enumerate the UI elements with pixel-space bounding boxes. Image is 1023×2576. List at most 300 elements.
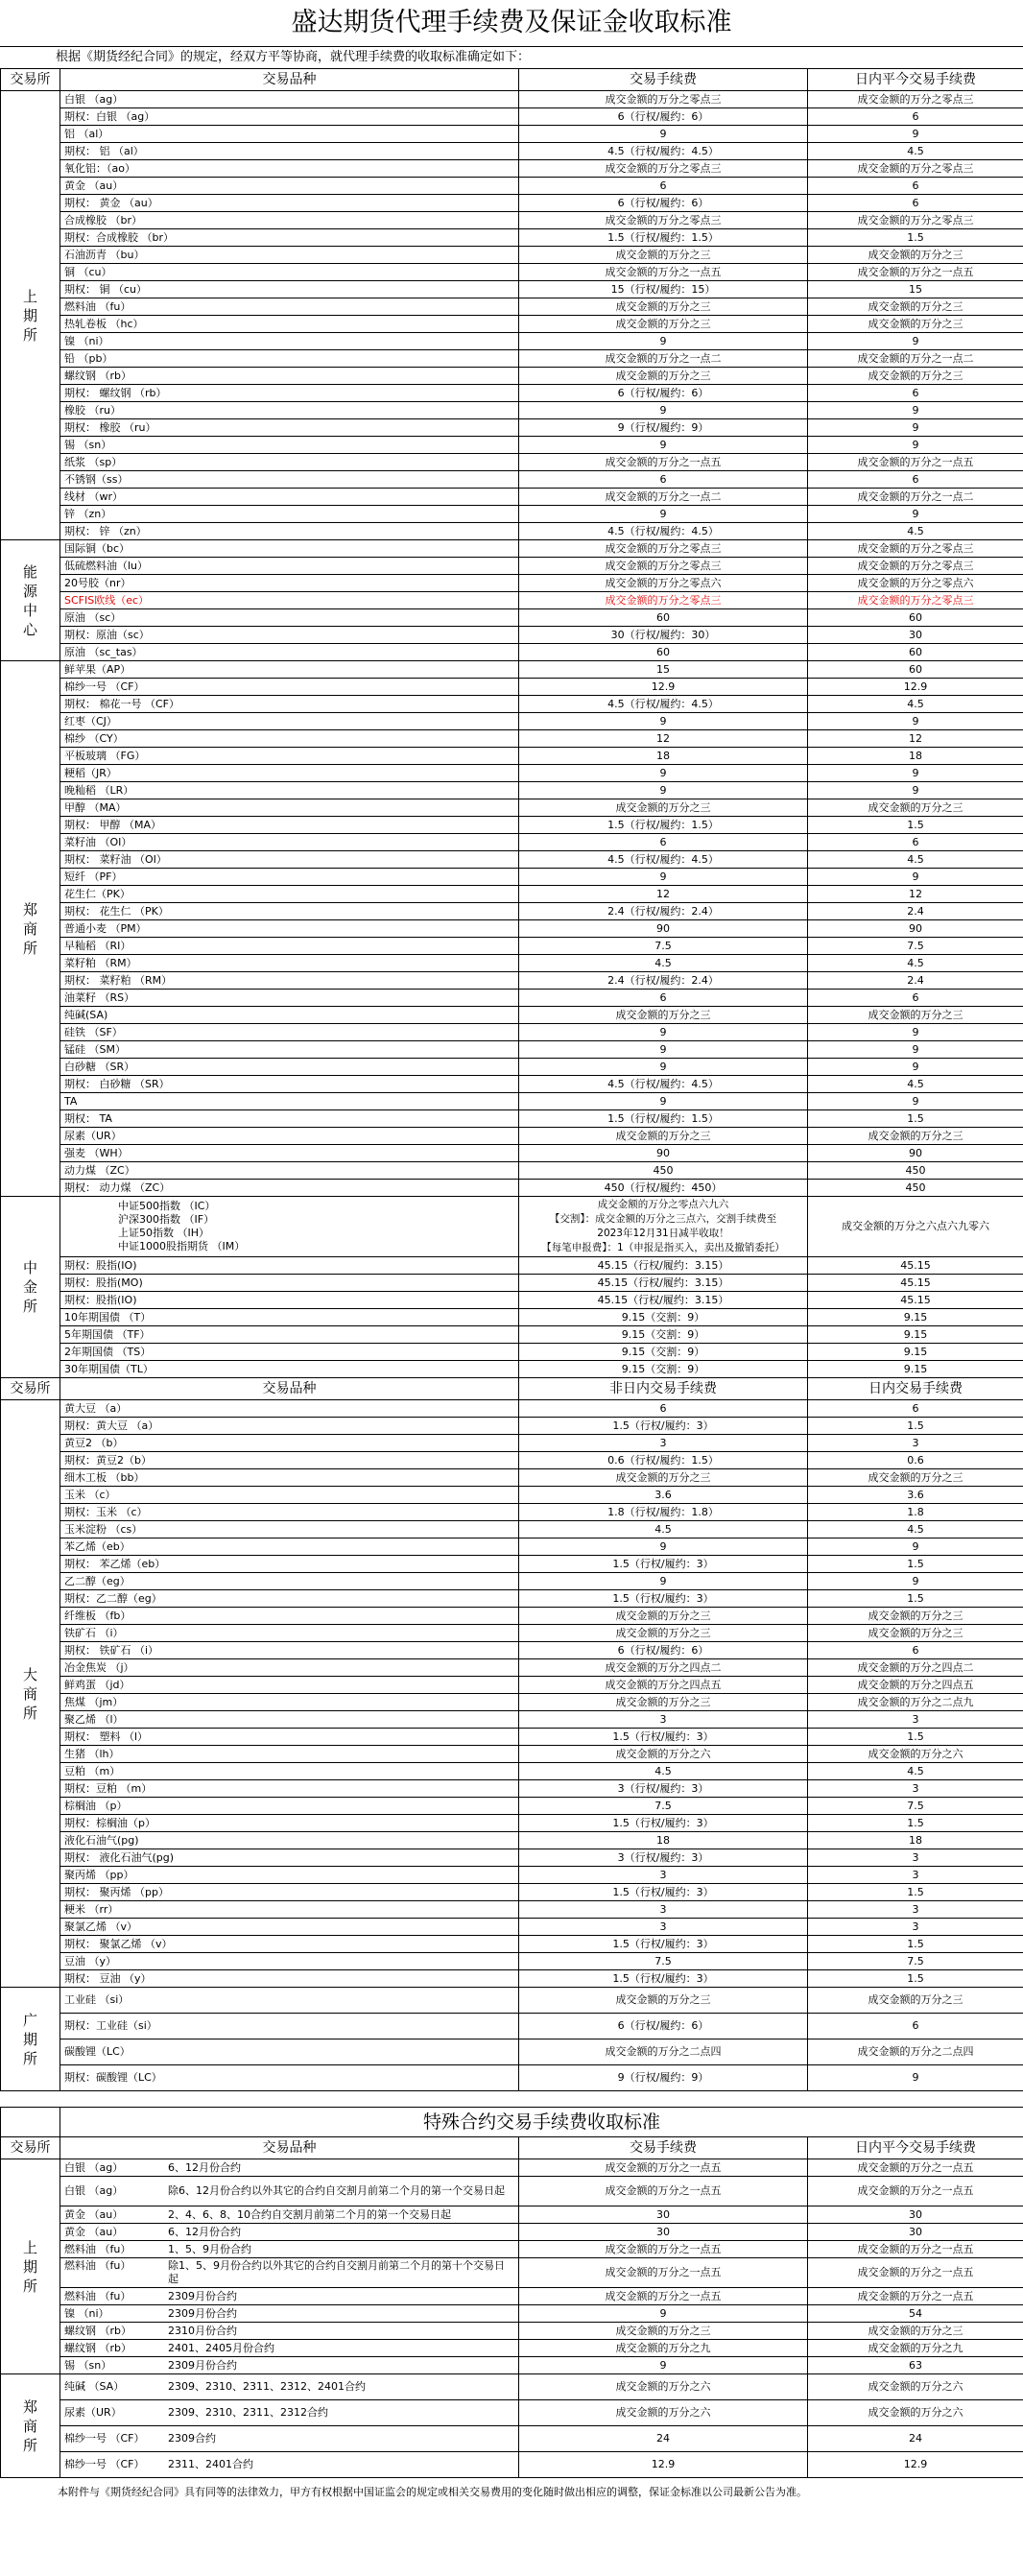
intraday-cell: 0.6: [808, 1452, 1023, 1469]
header-variety: 交易品种: [60, 1378, 519, 1400]
table-row: [1, 143, 1023, 160]
fee-cell: 1.5（行权/履约：3）: [519, 1729, 808, 1746]
table-row: [1, 2426, 1023, 2452]
variety-cell: 不锈钢（ss）: [60, 471, 519, 489]
fee-cell: 4.5: [519, 1763, 808, 1780]
fee-cell: 6（行权/履约：6）: [519, 195, 808, 212]
variety-cell: 花生仁（PK）: [60, 886, 519, 903]
fee-table-main: [0, 68, 1023, 2091]
fee-cell: 45.15（行权/履约：3.15）: [519, 1275, 808, 1292]
fee-cell: 9（行权/履约：9）: [519, 419, 808, 437]
variety-cell: 期权： 铝 （al）: [60, 143, 519, 160]
table-row: [1, 955, 1023, 972]
fee-cell: 成交金额的万分之一点五: [519, 2177, 808, 2206]
fee-cell: 90: [519, 920, 808, 938]
variety-name: 黄金 （au）: [64, 2225, 124, 2238]
fee-cell: 成交金额的万分之四点五: [519, 1677, 808, 1694]
variety-cell: 低硫燃料油（lu）: [60, 558, 519, 575]
intraday-cell: 9: [808, 419, 1023, 437]
intraday-cell-index: 成交金额的万分之六点六九零六: [808, 1197, 1023, 1257]
variety-cell: 纯碱(SA): [60, 1007, 519, 1024]
fee-cell: 9: [519, 1538, 808, 1556]
intraday-cell: 18: [808, 1832, 1023, 1849]
table-row: [1, 160, 1023, 178]
intraday-cell: 6: [808, 178, 1023, 195]
variety-cell: 期权： 橡胶 （ru）: [60, 419, 519, 437]
variety-cell: 国际铜（bc）: [60, 540, 519, 558]
spacer-cell: [1, 2091, 1023, 2108]
variety-cell: 石油沥青 （bu）: [60, 247, 519, 264]
header-variety: 交易品种: [60, 69, 519, 91]
variety-cell: 期权： 聚氯乙烯 （v）: [60, 1936, 519, 1953]
fee-cell: 9: [519, 2305, 808, 2323]
variety-cell: 期权： 花生仁 （PK）: [60, 903, 519, 920]
variety-cell: 期权：股指(IO): [60, 1292, 519, 1309]
variety-cell: 期权： 黄金 （au）: [60, 195, 519, 212]
exchange-special-shfe: 上 期 所: [1, 2159, 60, 2374]
header-row: [1, 2137, 1023, 2159]
intraday-cell: 18: [808, 748, 1023, 765]
header-row: [1, 1378, 1023, 1400]
fee-cell: 成交金额的万分之三: [519, 1128, 808, 1145]
variety-cell: 燃料油 （fu）: [60, 298, 519, 316]
fee-cell: 60: [519, 609, 808, 627]
fee-cell: 4.5（行权/履约：4.5）: [519, 1076, 808, 1093]
variety-cell: [60, 2357, 519, 2374]
intraday-cell: 1.5: [808, 1970, 1023, 1988]
variety-cell: 黄大豆 （a）: [60, 1400, 519, 1418]
contract-scope: 除1、5、9月份合约以外其它的合约自交割月前第二个月的第十个交易日起: [168, 2259, 505, 2285]
intraday-cell: 9: [808, 1059, 1023, 1076]
index-name: 中证1000股指期货 （IM）: [118, 1240, 246, 1252]
fee-cell: 4.5: [519, 1521, 808, 1538]
fee-cell: 9: [519, 782, 808, 799]
fee-cell: 9.15（交割：9）: [519, 1309, 808, 1326]
variety-cell: 纤维板 （fb）: [60, 1608, 519, 1625]
variety-cell: 甲醇 （MA）: [60, 799, 519, 817]
fee-cell: 成交金额的万分之三: [519, 247, 808, 264]
intraday-cell: 12.9: [808, 679, 1023, 696]
table-row: [1, 1729, 1023, 1746]
table-row: [1, 817, 1023, 834]
fee-cell: 60: [519, 644, 808, 661]
fee-cell: 18: [519, 748, 808, 765]
intraday-cell: 成交金额的万分之三: [808, 2323, 1023, 2340]
table-row: [1, 2039, 1023, 2065]
intraday-cell: 3: [808, 1711, 1023, 1729]
intraday-cell: 9.15: [808, 1309, 1023, 1326]
variety-cell: [60, 2159, 519, 2177]
intraday-cell: 60: [808, 609, 1023, 627]
fee-cell: 成交金额的万分之三: [519, 368, 808, 385]
table-row: [1, 661, 1023, 679]
special-title-left: [1, 2108, 60, 2137]
variety-cell: 细木工板 （bb）: [60, 1469, 519, 1487]
variety-cell: 期权： 菜籽粕 （RM）: [60, 972, 519, 990]
table-row: [1, 558, 1023, 575]
table-row: [1, 195, 1023, 212]
intraday-cell: 4.5: [808, 1763, 1023, 1780]
intraday-cell: 6: [808, 195, 1023, 212]
intraday-cell: 成交金额的万分之三: [808, 799, 1023, 817]
table-row: [1, 1110, 1023, 1128]
variety-cell: 期权： 螺纹钢 （rb）: [60, 385, 519, 402]
table-row: [1, 679, 1023, 696]
contract-scope: 1、5、9月份合约: [168, 2242, 251, 2255]
fee-cell: 9: [519, 2357, 808, 2374]
variety-cell: 豆粕 （m）: [60, 1763, 519, 1780]
intraday-cell: 90: [808, 920, 1023, 938]
intraday-cell: 成交金额的万分之零点六: [808, 575, 1023, 592]
table-row: [1, 1573, 1023, 1590]
variety-cell: [60, 2224, 519, 2241]
table-row: [1, 1041, 1023, 1059]
intraday-cell: 9.15: [808, 1361, 1023, 1378]
variety-cell: 线材 （wr）: [60, 489, 519, 506]
fee-cell: 成交金额的万分之零点三: [519, 160, 808, 178]
table-row: [1, 212, 1023, 229]
intraday-cell: 成交金额的万分之零点三: [808, 91, 1023, 108]
table-row: [1, 1936, 1023, 1953]
variety-cell: 期权：豆粕 （m）: [60, 1780, 519, 1798]
intraday-cell: 成交金额的万分之三: [808, 247, 1023, 264]
intraday-cell: 9: [808, 765, 1023, 782]
variety-name: 燃料油 （fu）: [64, 2259, 131, 2272]
table-row: [1, 1093, 1023, 1110]
table-row: [1, 489, 1023, 506]
fee-cell: 450（行权/履约：450）: [519, 1180, 808, 1197]
variety-cell: 期权： 甲醇 （MA）: [60, 817, 519, 834]
intraday-cell: 6: [808, 2014, 1023, 2039]
table-row: [1, 1418, 1023, 1435]
intraday-cell: 成交金额的万分之二点四: [808, 2039, 1023, 2065]
table-row: [1, 627, 1023, 644]
fee-cell: 450: [519, 1162, 808, 1180]
table-row: [1, 609, 1023, 627]
fee-cell: 1.5（行权/履约：3）: [519, 1815, 808, 1832]
contract-scope: 2310月份合约: [168, 2324, 237, 2337]
variety-cell: 短纤 （PF）: [60, 869, 519, 886]
table-row: [1, 1677, 1023, 1694]
table-row: [1, 2305, 1023, 2323]
fee-cell: 成交金额的万分之三: [519, 1625, 808, 1642]
fee-cell: 30: [519, 2224, 808, 2241]
fee-cell: 9: [519, 333, 808, 350]
intraday-cell: 成交金额的万分之六: [808, 1746, 1023, 1763]
variety-cell: 黄金 （au）: [60, 178, 519, 195]
fee-cell: 9: [519, 765, 808, 782]
fee-cell: 1.5（行权/履约：3）: [519, 1556, 808, 1573]
intraday-cell: 成交金额的万分之零点三: [808, 540, 1023, 558]
fee-cell: 90: [519, 1145, 808, 1162]
table-row: [1, 385, 1023, 402]
intraday-cell: 成交金额的万分之零点三: [808, 212, 1023, 229]
intraday-cell: 60: [808, 661, 1023, 679]
intraday-cell: 成交金额的万分之六: [808, 2374, 1023, 2400]
variety-cell: 期权： 铜 （cu）: [60, 281, 519, 298]
intro-text: 根据《期货经纪合同》的规定，经双方平等协商，就代理手续费的收取标准确定如下：: [56, 50, 531, 64]
fee-cell: 1.5（行权/履约：3）: [519, 1418, 808, 1435]
contract-scope: 2309、2310、2311、2312合约: [168, 2406, 328, 2419]
variety-name: 螺纹钢 （rb）: [64, 2324, 132, 2337]
variety-name: 白银 （ag）: [64, 2184, 124, 2197]
intraday-cell: 90: [808, 1145, 1023, 1162]
table-row: [1, 2323, 1023, 2340]
variety-cell: 镍 （ni）: [60, 333, 519, 350]
fee-cell: 2.4（行权/履约：2.4）: [519, 972, 808, 990]
variety-cell: 期权： 白砂糖 （SR）: [60, 1076, 519, 1093]
variety-cell: 期权：合成橡胶 （br）: [60, 229, 519, 247]
fee-cell: 成交金额的万分之三: [519, 799, 808, 817]
fee-cell: 12: [519, 886, 808, 903]
table-row: [1, 1988, 1023, 2014]
index-fee-line: 【每笔申报费】：1（申报是指买入，卖出及撤销委托）: [541, 1242, 785, 1253]
table-row: [1, 1452, 1023, 1469]
table-row: [1, 1608, 1023, 1625]
variety-cell: 锌 （zn）: [60, 506, 519, 523]
variety-cell: 锰硅 （SM）: [60, 1041, 519, 1059]
table-row: [1, 1970, 1023, 1988]
table-row: [1, 2224, 1023, 2241]
intraday-cell: 7.5: [808, 938, 1023, 955]
intraday-cell: 成交金额的万分之一点二: [808, 489, 1023, 506]
intraday-cell: 24: [808, 2426, 1023, 2452]
table-row: [1, 2206, 1023, 2224]
spacer-row: [1, 2091, 1023, 2108]
intraday-cell: 9: [808, 1024, 1023, 1041]
intraday-cell: 成交金额的万分之零点三: [808, 558, 1023, 575]
contract-scope: 6、12月份合约: [168, 2225, 241, 2238]
intraday-cell: 成交金额的万分之六: [808, 2400, 1023, 2426]
intraday-cell: 7.5: [808, 1953, 1023, 1970]
header-intraday: 日内平今交易手续费: [808, 2137, 1023, 2159]
table-row: [1, 2374, 1023, 2400]
table-row: [1, 1642, 1023, 1659]
variety-cell: [60, 2305, 519, 2323]
intraday-cell: 6: [808, 471, 1023, 489]
table-row: [1, 2014, 1023, 2039]
variety-cell: 期权：乙二醇（eg）: [60, 1590, 519, 1608]
intraday-cell: 9: [808, 1041, 1023, 1059]
table-row: [1, 316, 1023, 333]
fee-cell: 9（行权/履约：9）: [519, 2065, 808, 2091]
variety-cell: 苯乙烯（eb）: [60, 1538, 519, 1556]
table-row: [1, 1400, 1023, 1418]
fee-cell: 成交金额的万分之零点三: [519, 558, 808, 575]
table-row: [1, 1076, 1023, 1093]
fee-cell: 9.15（交割：9）: [519, 1326, 808, 1344]
fee-cell: 成交金额的万分之零点六: [519, 575, 808, 592]
variety-cell: 鲜鸡蛋 （jd）: [60, 1677, 519, 1694]
intraday-cell: 成交金额的万分之一点五: [808, 2258, 1023, 2288]
intraday-cell: 3: [808, 1849, 1023, 1867]
variety-cell: 期权：白银 （ag）: [60, 108, 519, 126]
fee-cell: 6（行权/履约：6）: [519, 108, 808, 126]
fee-cell: 9: [519, 1059, 808, 1076]
intraday-cell: 成交金额的万分之一点五: [808, 2241, 1023, 2258]
fee-cell: 成交金额的万分之一点五: [519, 2159, 808, 2177]
intraday-cell: 9: [808, 782, 1023, 799]
intraday-cell: 9: [808, 2065, 1023, 2091]
page-title: 盛达期货代理手续费及保证金收取标准: [0, 0, 1023, 47]
fee-cell: 9: [519, 506, 808, 523]
fee-cell: 9: [519, 713, 808, 730]
intraday-cell: 成交金额的万分之零点三: [808, 592, 1023, 609]
table-row: [1, 91, 1023, 108]
table-row: [1, 748, 1023, 765]
variety-cell: 合成橡胶 （br）: [60, 212, 519, 229]
fee-cell: 9.15（交割：9）: [519, 1361, 808, 1378]
variety-cell: 碳酸锂（LC）: [60, 2039, 519, 2065]
header-variety: 交易品种: [60, 2137, 519, 2159]
exchange-cffex: 中 金 所: [1, 1197, 60, 1378]
variety-cell: 期权： 锌 （zn）: [60, 523, 519, 540]
table-row: [1, 1344, 1023, 1361]
footer-note: 本附件与《期货经纪合同》具有同等的法律效力，甲方有权根据中国证监会的规定或相关交易费用的变化随时做出相应的调整，保证金标准以公司最新公告为准。: [58, 2486, 807, 2498]
intraday-cell: 30: [808, 627, 1023, 644]
variety-cell: 普通小麦 （PM）: [60, 920, 519, 938]
variety-cell: 聚乙烯 （l）: [60, 1711, 519, 1729]
intraday-cell: 成交金额的万分之一点五: [808, 264, 1023, 281]
variety-cell: 鲜苹果（AP）: [60, 661, 519, 679]
variety-name: 镍 （ni）: [64, 2306, 109, 2320]
fee-cell: 2.4（行权/履约：2.4）: [519, 903, 808, 920]
fee-cell: 1.5（行权/履约：3）: [519, 1970, 808, 1988]
variety-cell: 期权： 塑料 （l）: [60, 1729, 519, 1746]
contract-scope: 除6、12月份合约以外其它的合约自交割月前第二个月的第一个交易日起: [168, 2184, 505, 2197]
variety-cell: 粳米 （rr）: [60, 1901, 519, 1919]
fee-cell: 3: [519, 1901, 808, 1919]
table-row: [1, 1326, 1023, 1344]
fee-cell: 45.15（行权/履约：3.15）: [519, 1257, 808, 1275]
variety-cell: 早籼稻 （RI）: [60, 938, 519, 955]
table-row: [1, 2357, 1023, 2374]
fee-cell: 12.9: [519, 679, 808, 696]
fee-cell: 1.5（行权/履约：1.5）: [519, 1110, 808, 1128]
intraday-cell: 2.4: [808, 903, 1023, 920]
variety-cell: 聚丙烯 （pp）: [60, 1867, 519, 1884]
variety-name: 燃料油 （fu）: [64, 2289, 131, 2302]
variety-cell: 期权： 苯乙烯（eb）: [60, 1556, 519, 1573]
exchange-shfe: 上 期 所: [1, 91, 60, 540]
table-row: [1, 471, 1023, 489]
variety-cell: 螺纹钢 （rb）: [60, 368, 519, 385]
variety-cell: [60, 2258, 519, 2288]
intraday-cell: 6: [808, 385, 1023, 402]
intraday-cell: 63: [808, 2357, 1023, 2374]
intraday-cell: 1.8: [808, 1504, 1023, 1521]
intraday-cell: 7.5: [808, 1798, 1023, 1815]
table-row: [1, 644, 1023, 661]
variety-cell: 玉米淀粉 （cs）: [60, 1521, 519, 1538]
intraday-cell: 1.5: [808, 1884, 1023, 1901]
fee-cell: 1.5（行权/履约：3）: [519, 1590, 808, 1608]
table-row: [1, 1625, 1023, 1642]
variety-cell: 棉纱一号 （CF）: [60, 679, 519, 696]
variety-cell: 10年期国债 （T）: [60, 1309, 519, 1326]
intraday-cell: 成交金额的万分之零点三: [808, 160, 1023, 178]
table-row: [1, 575, 1023, 592]
fee-cell: 6（行权/履约：6）: [519, 2014, 808, 2039]
index-name: 沪深300指数 （IF）: [118, 1213, 215, 1226]
variety-cell: 期权： 聚丙烯 （pp）: [60, 1884, 519, 1901]
intraday-cell: 1.5: [808, 1729, 1023, 1746]
intraday-cell: 45.15: [808, 1275, 1023, 1292]
table-row: [1, 903, 1023, 920]
variety-cell: 铁矿石 （i）: [60, 1625, 519, 1642]
variety-cell: 棉纱 （CY）: [60, 730, 519, 748]
intraday-cell: 成交金额的万分之三: [808, 1007, 1023, 1024]
variety-cell: 液化石油气(pg): [60, 1832, 519, 1849]
variety-cell: [60, 2374, 519, 2400]
table-row: [1, 178, 1023, 195]
fee-cell: 成交金额的万分之零点三: [519, 91, 808, 108]
table-row: [1, 1128, 1023, 1145]
exchange-dce: 大 商 所: [1, 1400, 60, 1988]
variety-cell: 期权：黄豆2（b）: [60, 1452, 519, 1469]
intraday-cell: 4.5: [808, 1076, 1023, 1093]
variety-cell: 粳稻（JR）: [60, 765, 519, 782]
intraday-cell: 9: [808, 869, 1023, 886]
variety-cell: 焦煤 （jm）: [60, 1694, 519, 1711]
intraday-cell: 1.5: [808, 1590, 1023, 1608]
fee-cell: 1.5（行权/履约：3）: [519, 1936, 808, 1953]
fee-cell: 12: [519, 730, 808, 748]
intraday-cell: 2.4: [808, 972, 1023, 990]
variety-cell: 油菜籽 （RS）: [60, 990, 519, 1007]
intraday-cell: 45.15: [808, 1292, 1023, 1309]
variety-name: 棉纱一号 （CF）: [64, 2458, 145, 2470]
variety-name: 尿素（UR）: [64, 2406, 122, 2419]
exchange-special-czce: 郑 商 所: [1, 2374, 60, 2478]
intraday-cell: 54: [808, 2305, 1023, 2323]
fee-cell: 0.6（行权/履约：1.5）: [519, 1452, 808, 1469]
contract-scope: 2309、2310、2311、2312、2401合约: [168, 2380, 366, 2393]
variety-cell: 5年期国债 （TF）: [60, 1326, 519, 1344]
fee-cell: 30: [519, 2206, 808, 2224]
exchange-ine: 能 源 中 心: [1, 540, 60, 661]
index-fee-line: 成交金额的万分之零点六九六: [597, 1199, 729, 1210]
table-row: [1, 1145, 1023, 1162]
table-row: [1, 1780, 1023, 1798]
table-row: [1, 834, 1023, 851]
fee-cell: 成交金额的万分之四点二: [519, 1659, 808, 1677]
table-row: [1, 730, 1023, 748]
fee-cell: 成交金额的万分之一点五: [519, 2258, 808, 2288]
header-exchange: 交易所: [1, 69, 60, 91]
contract-scope: 2309合约: [168, 2432, 216, 2445]
variety-cell: 红枣（CJ）: [60, 713, 519, 730]
fee-cell: 成交金额的万分之九: [519, 2340, 808, 2357]
fee-cell: 15: [519, 661, 808, 679]
intraday-cell: 60: [808, 644, 1023, 661]
table-row: [1, 869, 1023, 886]
fee-cell: 6（行权/履约：6）: [519, 385, 808, 402]
fee-cell: 45.15（行权/履约：3.15）: [519, 1292, 808, 1309]
variety-cell: 热轧卷板 （hc）: [60, 316, 519, 333]
variety-cell: [60, 2206, 519, 2224]
fee-cell: 成交金额的万分之一点五: [519, 264, 808, 281]
table-row: [1, 2258, 1023, 2288]
fee-cell: 12.9: [519, 2452, 808, 2478]
variety-cell: 纸浆 （sp）: [60, 454, 519, 471]
variety-cell: 冶金焦炭 （j）: [60, 1659, 519, 1677]
fee-cell: 9: [519, 126, 808, 143]
table-row: [1, 1504, 1023, 1521]
variety-cell: 期权：工业硅（si）: [60, 2014, 519, 2039]
header-intraday: 日内交易手续费: [808, 1378, 1023, 1400]
intraday-cell: 450: [808, 1162, 1023, 1180]
